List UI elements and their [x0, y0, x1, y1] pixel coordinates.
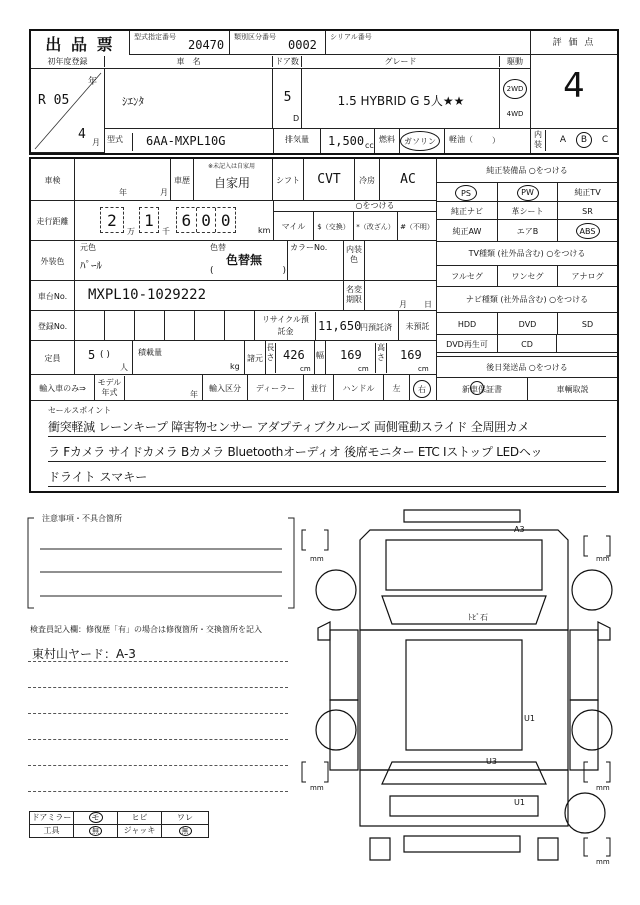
- mileage-label: 走行距離: [31, 201, 75, 241]
- repaint-paren: [210, 266, 286, 276]
- car-name: ｼｴﾝﾀ: [122, 95, 144, 108]
- equip-pw-cell: [497, 183, 557, 202]
- tail-strip-r: [538, 838, 558, 860]
- import-type-label: 輸入区分: [202, 375, 248, 401]
- color-no-label: カラーNo.: [287, 241, 335, 281]
- rear-bumper: [404, 836, 520, 852]
- mm-rl: mm: [310, 784, 324, 792]
- navi-sd: SD: [557, 313, 617, 335]
- note-line-6: [28, 791, 288, 792]
- rating-label: 評 価 点: [531, 31, 617, 55]
- rear-window: [382, 762, 546, 784]
- import-dealer: ディーラー: [248, 375, 304, 401]
- height-value: 169: [400, 348, 422, 362]
- handle-right: 右: [413, 380, 431, 398]
- reg-no-cell-5: [195, 311, 225, 341]
- equip-leather: 革シート: [497, 202, 557, 220]
- mileage-box-1: [100, 207, 124, 233]
- height-unit: cm: [418, 365, 429, 373]
- import-parallel: 並行: [304, 375, 334, 401]
- mileage-digit-5: 0: [220, 210, 231, 230]
- dims-label: 諸元: [244, 341, 266, 375]
- paren-open: (: [210, 266, 214, 276]
- bracket-spare: [584, 838, 610, 856]
- tv-fullseg: フルセグ: [451, 272, 483, 281]
- mileage-digit-3: 6: [181, 210, 192, 230]
- inspector-note: 東村山ヤード：A-3: [32, 647, 136, 661]
- mileage-box-2: [139, 207, 159, 233]
- caution-label: 注意事項・不具合箇所: [42, 514, 122, 523]
- repaint-label: 色替: [210, 243, 226, 252]
- mm-fr: mm: [596, 555, 610, 563]
- drive-label: 駆動: [507, 57, 523, 66]
- rear-body: [360, 770, 568, 826]
- interior-color-label: 内装色: [343, 241, 365, 281]
- tools-value: 無: [89, 826, 102, 836]
- type-number: 20470: [188, 38, 225, 52]
- cd-option: CD: [497, 335, 557, 353]
- length-label: 長さ: [266, 343, 276, 373]
- dvd-play: DVD再生可: [446, 339, 488, 349]
- chassis-value: MXPL10-1029222: [88, 287, 207, 303]
- category-number-label: 類別区分番号: [234, 33, 276, 41]
- capacity-unit: 人: [120, 363, 128, 372]
- hood-outline: [360, 530, 568, 630]
- height-label: 高さ: [375, 343, 387, 373]
- capacity-paren: ( ): [100, 350, 110, 360]
- fuel-gasoline: ガソリン: [400, 131, 440, 151]
- form-title: 出 品 票: [45, 34, 115, 54]
- mileage-unit: km: [258, 226, 271, 235]
- doors-value: 5: [283, 90, 292, 105]
- displacement-label: 排気量: [273, 129, 321, 153]
- recycle-unit: 円預託済: [360, 323, 392, 332]
- tv-title: TV種類 (社外品含む) ○をつける: [437, 242, 617, 266]
- caution-bracket: [26, 512, 296, 612]
- chassis-label: 車台No.: [31, 281, 75, 311]
- jack-value-cell: [162, 825, 208, 837]
- light-oil-label: 軽油（: [444, 129, 500, 153]
- rating-score: 4: [563, 66, 585, 106]
- length-unit: cm: [300, 365, 311, 373]
- jack-value: 無: [179, 826, 192, 836]
- jack-label: ジャッキ: [118, 825, 162, 837]
- car-name-label: 車 名: [105, 56, 273, 67]
- sales-label: セールスポイント: [48, 406, 112, 415]
- model-value: 6AA-MXPL10G: [146, 134, 226, 148]
- note-line-3: [28, 713, 288, 714]
- door-right-front: [570, 630, 598, 700]
- ac-label: 冷房: [354, 159, 380, 201]
- note-line-4: [28, 739, 288, 740]
- equip-abs-cell: [557, 220, 617, 242]
- tail-strip: [370, 838, 390, 860]
- paren-close: ): [282, 266, 286, 276]
- genuine-title: 純正装備品 ○をつける: [437, 159, 617, 183]
- mm-rr: mm: [596, 784, 610, 792]
- inspector-label: 検査員記入欄：修復歴「有」の場合は修復箇所・交換箇所を記入: [30, 625, 262, 634]
- ac-value: AC: [400, 172, 416, 187]
- mileage-sen: 千: [162, 227, 170, 236]
- recycle-amount: 11,650: [318, 319, 362, 333]
- mirror-opt-1: [74, 812, 118, 824]
- sales-line-2: ラ Fカメラ サイドカメラ Bカメラ Bluetoothオーディオ 後席モニター ETC Iストップ LEDヘッ: [48, 443, 606, 462]
- name-change-month: 月: [399, 300, 407, 309]
- mileage-options-title: ○をつける: [273, 201, 436, 212]
- history-label: 車歴: [170, 159, 194, 201]
- category-number: 0002: [288, 38, 317, 52]
- note-line-5: [28, 765, 288, 766]
- car-diagram: [300, 500, 630, 870]
- interior-label: 内装: [534, 130, 546, 151]
- mirror-right: [598, 622, 610, 640]
- roof: [406, 640, 522, 750]
- interior-option-b: B: [576, 132, 592, 148]
- tools-label: 工具: [30, 825, 74, 837]
- width-unit: cm: [358, 365, 369, 373]
- recycle-unpaid: 未預託: [398, 311, 436, 341]
- equip-aw: 純正AW: [452, 226, 482, 236]
- hood-inner: [386, 540, 542, 590]
- navi-hdd: HDD: [457, 319, 477, 329]
- inspection-year-unit: 年: [119, 188, 127, 197]
- model-label: 型式: [107, 133, 133, 151]
- cabin: [360, 630, 568, 770]
- shift-value: CVT: [317, 172, 341, 187]
- shift-label: シフト: [272, 159, 304, 201]
- equip-ps: PS: [455, 185, 477, 201]
- equip-sr: SR: [557, 202, 617, 220]
- first-reg-year: R 05: [38, 93, 70, 108]
- name-change-label: 名変期限: [343, 281, 365, 311]
- spare-tire: [565, 793, 605, 833]
- mm-spare: mm: [596, 858, 610, 866]
- tools-value-cell: [74, 825, 118, 837]
- wheel-front-right: [572, 570, 612, 610]
- front-bumper: [404, 510, 520, 522]
- docs-warranty: 新車保証書: [462, 385, 502, 394]
- navi-title: ナビ種類 (社外品含む) ○をつける: [437, 287, 617, 313]
- first-reg-month-unit: 月: [92, 138, 100, 147]
- mirror-opt-1-mark: モ: [89, 812, 103, 823]
- mirror-left: [318, 622, 330, 640]
- drive-2wd: 2WD: [503, 79, 527, 99]
- original-color: ﾊﾟｰﾙ: [80, 259, 102, 272]
- history-value: 自家用: [214, 176, 251, 190]
- bracket-fl: [302, 530, 328, 550]
- navi-dvd: DVD: [497, 313, 557, 335]
- history-note: ※未記入は自家用: [208, 163, 256, 170]
- serial-label: シリアル番号: [330, 33, 372, 41]
- handle-left: 左: [384, 375, 410, 401]
- original-color-label: 元色: [80, 243, 96, 252]
- mileage-opt-mile: マイル: [273, 212, 313, 241]
- reg-no-cells: [75, 311, 255, 341]
- bracket-rl: [302, 762, 328, 782]
- first-reg-month: 4: [78, 127, 86, 142]
- wheel-rear-right: [572, 710, 612, 750]
- model-year-label: モデル年式: [95, 376, 125, 400]
- recycle-label: リサイクル預託金: [256, 312, 316, 340]
- doors-label: ドア数: [273, 56, 302, 67]
- equip-tv: 純正TV: [557, 183, 617, 202]
- interior-option-c: C: [601, 135, 609, 145]
- mirror-label: ドアミラー: [30, 812, 74, 824]
- equip-abs: ABS: [576, 223, 600, 239]
- reg-no-cell-3: [135, 311, 165, 341]
- model-year-unit: 年: [190, 390, 198, 399]
- equip-pw: PW: [517, 185, 539, 201]
- reg-no-cell-2: [105, 311, 135, 341]
- mileage-digit-2: 1: [144, 210, 154, 230]
- first-reg-label: 初年度登録: [31, 56, 105, 67]
- mark-u1-side: U1: [524, 714, 535, 723]
- mileage-opt-exchange: $（交換）: [313, 212, 353, 241]
- import-label: 輸入車のみ⇒: [31, 375, 95, 401]
- grade-label: グレード: [302, 56, 500, 67]
- mm-fl: mm: [310, 555, 324, 563]
- note-line-2: [28, 687, 288, 688]
- mileage-digit-4: 0: [196, 208, 217, 232]
- width-label: 幅: [314, 341, 326, 375]
- mark-u3: U3: [486, 757, 497, 766]
- drive-4wd: 4WD: [506, 110, 524, 118]
- name-change-day: 日: [424, 300, 432, 309]
- reg-no-label: 登録No.: [31, 311, 75, 341]
- reg-no-cell-1: [75, 311, 105, 341]
- mark-a3: A3: [514, 525, 525, 534]
- mirror-opt-3: ワレ: [177, 813, 193, 822]
- wheel-rear-left: [316, 710, 356, 750]
- mileage-box-3: [176, 207, 236, 233]
- displacement-value: 1,500: [328, 134, 365, 148]
- type-number-label: 型式指定番号: [134, 33, 176, 41]
- length-value: 426: [283, 348, 305, 362]
- tv-oneseg: ワンセグ: [497, 266, 557, 287]
- bracket-rr: [584, 762, 610, 782]
- equip-navi: 純正ナビ: [451, 206, 483, 216]
- windshield: [382, 596, 546, 624]
- first-reg-year-unit: 年: [88, 77, 98, 87]
- grade-value: 1.5 HYBRID G 5人★★: [337, 94, 465, 108]
- handle-label: ハンドル: [334, 375, 384, 401]
- capacity-label: 定員: [31, 341, 75, 375]
- displacement-unit: cc: [365, 141, 374, 150]
- interior-option-a: A: [559, 135, 567, 145]
- mileage-man: 万: [127, 227, 135, 236]
- fuel-label: 燃料: [374, 129, 400, 153]
- tv-analog: アナログ: [557, 266, 617, 287]
- reg-no-cell-6: [225, 311, 255, 341]
- capacity-value: 5: [88, 348, 96, 362]
- mileage-opt-unknown: #（不明）: [397, 212, 436, 241]
- inspection-label: 車検: [31, 159, 75, 201]
- sales-line-1: 衝突軽減 レーンキープ 障害物センサー アダプティブクルーズ 両側電動スライド 全周囲カメ: [48, 418, 606, 437]
- docs-manual: 車輌取説: [527, 378, 617, 401]
- load-label: 積載量: [132, 341, 182, 375]
- repaint-value: 色替無: [226, 253, 263, 267]
- load-unit: kg: [230, 362, 240, 371]
- door-left-front: [330, 630, 358, 700]
- docs-title: 後日発送品 ○をつける: [437, 356, 617, 378]
- sales-line-3: ドライト スマキー: [48, 468, 606, 487]
- inspection-month-unit: 月: [160, 188, 168, 197]
- bracket-fr: [584, 536, 610, 556]
- reg-no-cell-4: [165, 311, 195, 341]
- doors-suffix: D: [293, 114, 300, 123]
- mileage-digit-1: 2: [107, 210, 117, 230]
- mark-stone: ﾄﾋﾞ石: [468, 613, 488, 622]
- width-value: 169: [340, 348, 362, 362]
- mirror-opt-2: ヒビ: [118, 812, 162, 824]
- mark-u1-rear: U1: [514, 798, 525, 807]
- equip-airbag: エアB: [497, 220, 557, 242]
- note-line-1: [28, 661, 288, 662]
- wheel-front-left: [316, 570, 356, 610]
- mileage-opt-tamper: *（改ざん）: [353, 212, 397, 241]
- exterior-label: 外装色: [31, 241, 75, 281]
- light-oil-close: ）: [492, 136, 500, 145]
